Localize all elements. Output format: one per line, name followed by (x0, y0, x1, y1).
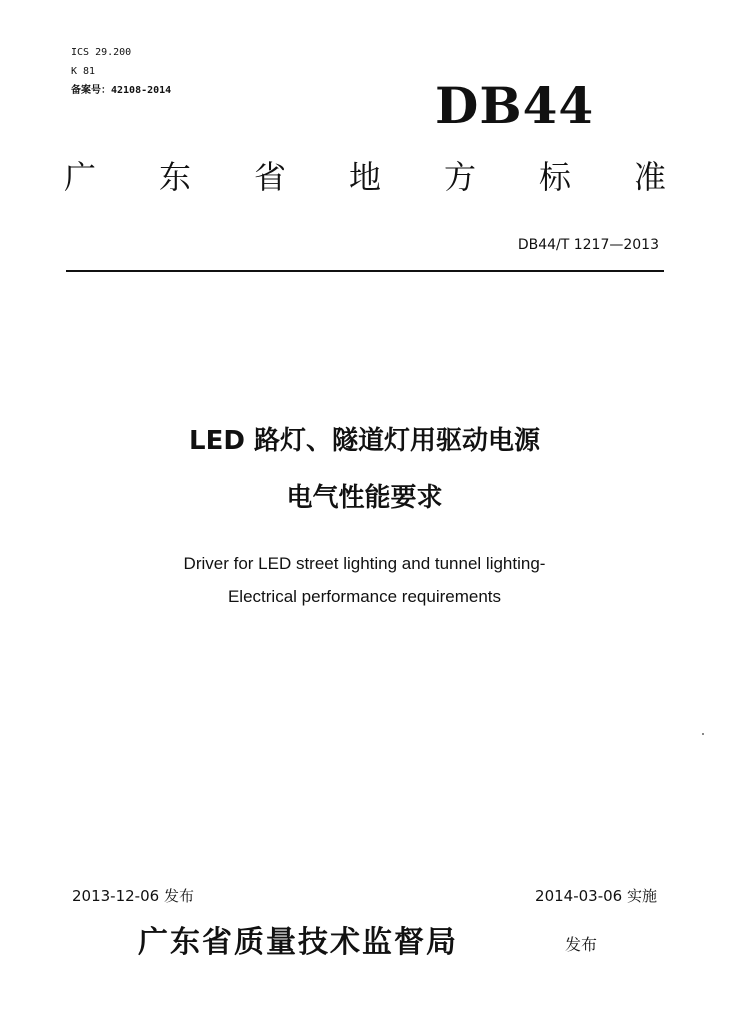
standard-type-char: 标 (538, 158, 571, 196)
ccs-code: K 81 (71, 66, 96, 77)
standard-number: DB44/T 1217—2013 (517, 237, 659, 253)
issue-date: 2013-12-06 发布 (72, 887, 194, 905)
standard-type-char: 省 (253, 158, 286, 196)
title-cn-line-2: 电气性能要求 (286, 483, 443, 513)
scan-speck (702, 733, 704, 735)
title-cn-line-1: LED 路灯、隧道灯用驱动电源 (189, 426, 540, 456)
title-en-line-1: Driver for LED street lighting and tunnel lighting- (183, 554, 546, 573)
standard-type-char: 地 (348, 158, 381, 196)
header-divider (66, 270, 664, 272)
ics-code: ICS 29.200 (71, 47, 132, 58)
title-en-line-2: Electrical performance requirements (227, 587, 502, 606)
issuer-action: 发布 (565, 935, 598, 954)
standard-type-char: 方 (443, 158, 476, 196)
standard-type (60, 152, 670, 202)
filing-number: 备案号：42108-2014 (71, 85, 172, 96)
db-code-mark: DB44 (435, 76, 595, 135)
standard-type-char: 广 (63, 158, 96, 196)
standard-type-char: 准 (633, 158, 666, 196)
standard-type-char: 东 (158, 158, 191, 196)
implementation-date: 2014-03-06 实施 (535, 887, 657, 905)
issuer-name: 广东省质量技术监督局 (138, 925, 458, 960)
